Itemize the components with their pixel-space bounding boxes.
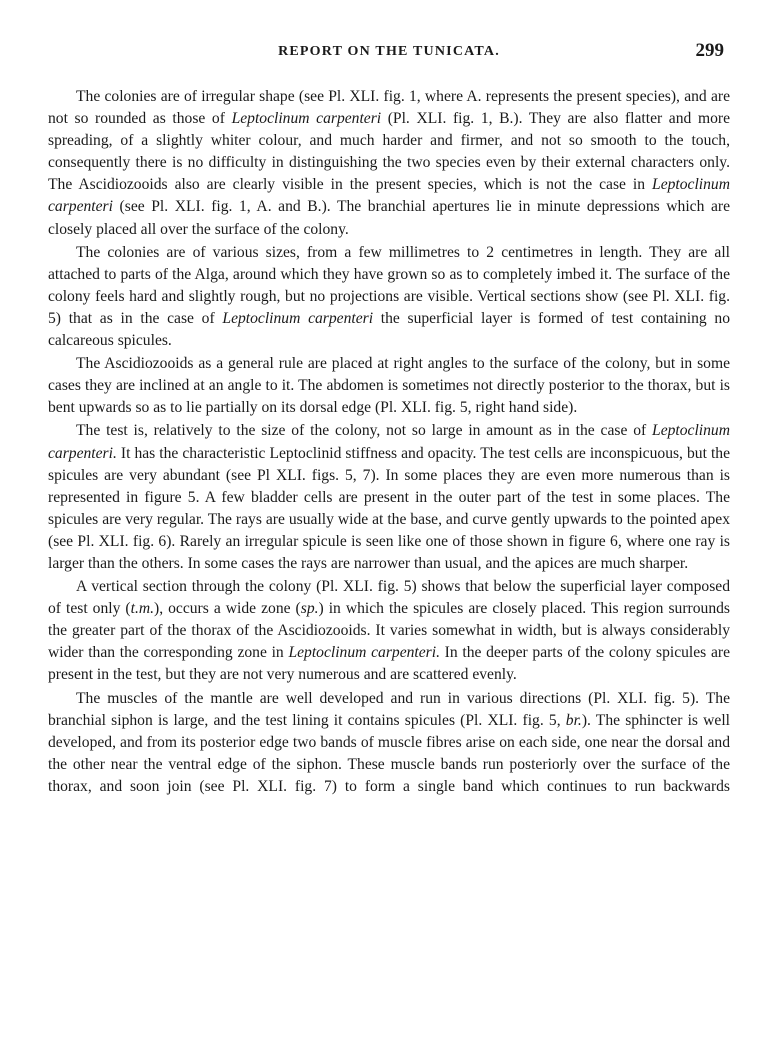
text-run: In the deeper parts of the colony spicules are present in the test, but they are not very numerous and are scattered evenly. bbox=[48, 644, 730, 684]
italic-text: sp. bbox=[300, 600, 319, 618]
text-run: ). The sphincter is well developed, and from its posterior edge two bands of muscle fibres arise on each side, one near the dorsal and the other near the ventral edge of the siphon. These muscle bands run posteriorly over the surface of the thorax, and soon join (see Pl. XLI. fig. 7) to form a single band which continues to run backwards bbox=[48, 711, 730, 795]
text-run: The colonies are of irregular shape (see Pl. XLI. fig. 1, where A. represents the present species), and are not so rounded as those of bbox=[48, 88, 730, 128]
text-run: ) in which the spicules are closely placed. This region surrounds the greater part of the thorax of the Ascidiozooids. It varies somewhat in width, but is always considerably wider than the corresponding zone in bbox=[48, 600, 730, 662]
italic-text: Leptoclinum carpenteri. bbox=[48, 422, 730, 462]
paragraph bbox=[48, 420, 730, 575]
italic-text: Leptoclinum carpenteri bbox=[231, 110, 382, 128]
page-header bbox=[48, 40, 730, 66]
text-run: A vertical section through the colony (Pl. XLI. fig. 5) shows that below the superficial layer composed of test only ( bbox=[48, 578, 730, 618]
text-run: the superficial layer is formed of test containing no calcareous spicules. bbox=[48, 309, 730, 350]
paragraph bbox=[48, 576, 730, 686]
text-run: (see Pl. XLI. fig. 1, A. and B.). The branchial apertures lie in minute depressions which are closely placed all over the surface of the colony. bbox=[48, 198, 730, 238]
paragraph bbox=[48, 86, 730, 241]
text-run: It has the characteristic Leptoclinid stiffness and opacity. The test cells are inconspicuous, but the spicules are very abundant (see Pl XLI. figs. 5, 7). In some places they are even more numerous than is represented in figure 5. A few bladder cells are present in the outer part of the test in some places. The spicules are very regular. The rays are usually wide at the base, and curve gently upwards to the pointed apex (see Pl. XLI. fig. 6). Rarely an irregular spicule is seen like one of those shown in figure 6, where one ray is larger than the others. In some cases the rays are narrower than usual, and the apices are much sharper. bbox=[48, 444, 730, 572]
italic-text: Leptoclinum carpenteri bbox=[222, 309, 374, 327]
text-run: ), occurs a wide zone ( bbox=[154, 600, 301, 618]
italic-text: Leptoclinum carpenteri bbox=[48, 176, 730, 216]
running-title: REPORT ON THE TUNICATA. bbox=[278, 44, 500, 59]
text-run: (Pl. XLI. fig. 1, B.). They are also flatter and more spreading, of a slightly whiter colour, and much harder and firmer, and not so smooth to the touch, consequently there is no difficulty in distinguishing the two species even by their external characters only. The Ascidiozooids also are clearly visible in the present species, which is not the case in bbox=[48, 110, 730, 194]
text-run: The Ascidiozooids as a general rule are placed at right angles to the surface of the colony, but in some cases they are inclined at an angle to it. The abdomen is sometimes not directly posterior to the thorax, but is bent upwards so as to lie partially on its dorsal edge (Pl. XLI. fig. 5, right hand side). bbox=[48, 355, 730, 417]
text-run: The muscles of the mantle are well developed and run in various directions (Pl. XLI. fig. 5). The branchial siphon is large, and the test lining it contains spicules (Pl. XLI. fig. 5, bbox=[48, 689, 730, 729]
page-number: 299 bbox=[695, 40, 724, 61]
paragraph bbox=[48, 353, 730, 419]
italic-text: Leptoclinum carpenteri. bbox=[288, 644, 440, 662]
body-text bbox=[48, 86, 730, 798]
text-run: The colonies are of various sizes, from a few millimetres to 2 centimetres in length. They are all attached to parts of the Alga, around which they have grown so as to completely imbed it. The surface of the colony feels hard and slightly rough, but no projections are visible. Vertical sections show (see Pl. XLI. fig. 5) that as in the case of bbox=[48, 243, 730, 327]
paragraph bbox=[48, 688, 730, 798]
italic-text: br. bbox=[565, 711, 582, 729]
italic-text: t.m. bbox=[130, 600, 155, 618]
text-run: The test is, relatively to the size of the colony, not so large in amount as in the case of bbox=[76, 422, 653, 440]
paragraph bbox=[48, 242, 730, 352]
